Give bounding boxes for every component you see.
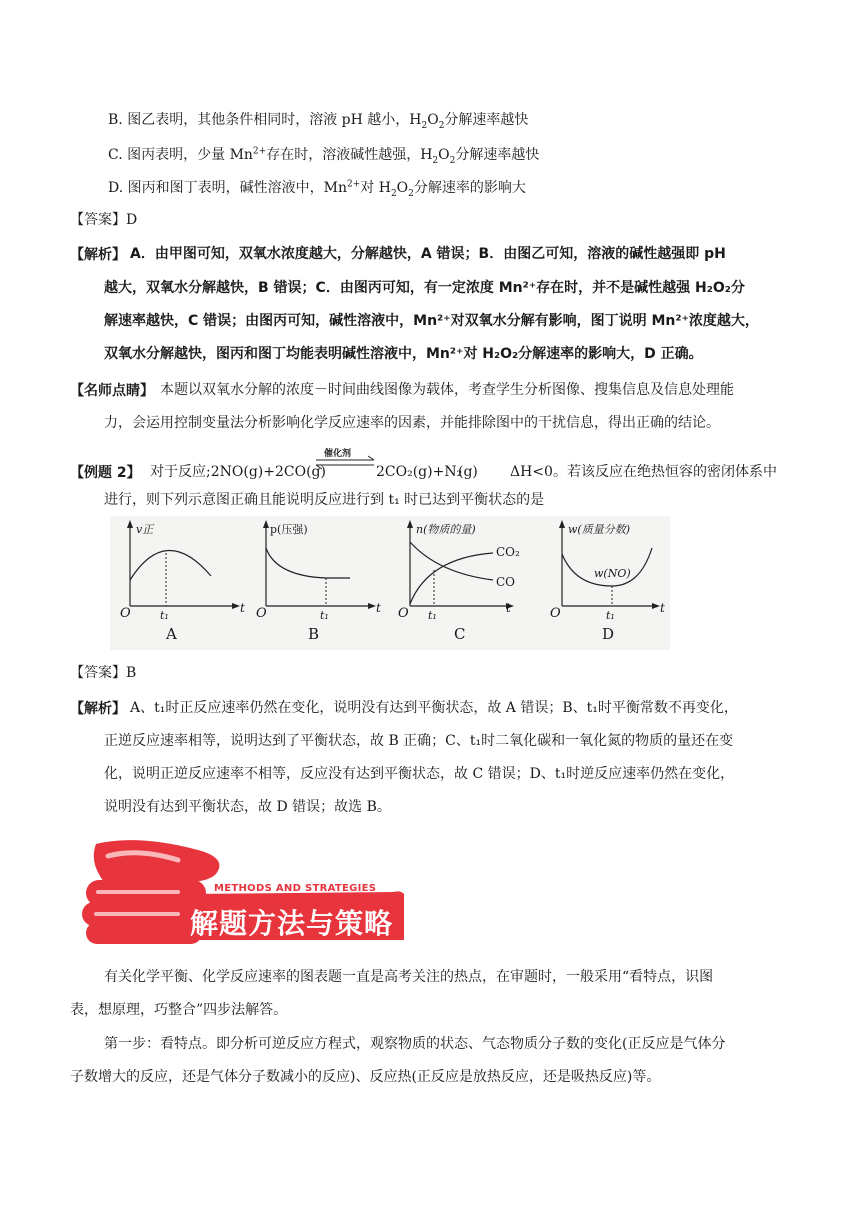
answer-value: D: [126, 212, 138, 228]
graph-c-co-label: CO: [496, 575, 516, 589]
example-2-state: (g): [458, 464, 478, 480]
co-curve: [410, 542, 493, 580]
graph-d-t: t: [660, 601, 665, 615]
graph-b: [256, 518, 396, 648]
answer-1: [70, 210, 137, 230]
analysis-1-line: 越大，双氧水分解越快，B 错误；C．由图丙可知，有一定浓度 Mn²⁺存在时，并不是碱性越强 H₂O₂分: [104, 280, 745, 296]
example-2-product: 2CO₂(g)+N₂: [376, 464, 463, 480]
analysis-2-line: 化，说明正逆反应速率不相等，反应没有达到平衡状态，故 C 错误；D、t₁时逆反应速率仍然在变化，: [104, 766, 735, 782]
tip-line: 本题以双氧水分解的浓度－时间曲线图像为载体，考查学生分析图像、搜集信息及信息处理能: [160, 382, 734, 398]
methods-banner: [78, 836, 408, 946]
graph-b-ylabel: p(压强): [270, 523, 308, 536]
graph-b-origin: O: [256, 606, 267, 621]
analysis-2-line: 说明没有达到平衡状态，故 D 错误；故选 B。: [104, 799, 391, 815]
graph-c-letter: C: [454, 625, 466, 643]
banner-title: 解题方法与策略: [190, 907, 394, 940]
graph-c-t1: t₁: [428, 609, 437, 622]
body-line: 有关化学平衡、化学反应速率的图表题一直是高考关注的热点，在审题时，一般采用“看特点，识图: [104, 969, 714, 985]
tip-line: 力，会运用控制变量法分析影响化学反应速率的因素，并能排除图中的干扰信息，得出正确的结论。: [104, 415, 720, 431]
analysis-2-line: A、t₁时正反应速率仍然在变化，说明没有达到平衡状态，故 A 错误；B、t₁时平衡常数不再变化，: [130, 700, 738, 716]
option-c: C. 图丙表明，少量 $Mn^{2+}$存在时，溶液碱性越强，$H_2O_2$分解速率越快: [108, 146, 540, 166]
graph-d-ylabel: w(质量分数): [568, 523, 630, 536]
banner-english: METHODS AND STRATEGIES: [214, 883, 377, 894]
tip-label: 【名师点睛】: [70, 383, 154, 399]
example-2-reaction: 对于反应;2NO(g)+2CO(g): [150, 464, 326, 480]
graph-d-letter: D: [602, 625, 615, 643]
graph-c-origin: O: [398, 606, 409, 621]
option-d: D. 图丙和图丁表明，碱性溶液中，$Mn^{2+}$对 $H_2O_2$分解速率的影响大: [108, 179, 526, 199]
graph-d-t1: t₁: [606, 609, 615, 622]
body-line: 第一步：看特点。即分析可逆反应方程式，观察物质的状态、气态物质分子数的变化(正反应是气体分: [104, 1036, 726, 1052]
body-line: 子数增大的反应，还是气体分子数减小的反应)、反应热(正反应是放热反应，还是吸热反应)等。: [70, 1069, 661, 1085]
option-b: B. 图乙表明，其他条件相同时，溶液 pH 越小，$H_2O_2$分解速率越快: [108, 112, 529, 131]
graph-b-letter: B: [308, 625, 320, 643]
rate-curve: [130, 550, 211, 580]
graph-d: [540, 518, 680, 648]
graph-a: [116, 518, 256, 648]
graph-a-t1: t₁: [160, 609, 169, 622]
graph-a-ylabel: v正: [136, 523, 154, 536]
graph-d-curve-label: w(NO): [594, 567, 631, 580]
answer-label: 【答案】: [70, 665, 126, 681]
graph-c-ylabel: n(物质的量): [416, 523, 476, 536]
answer-value: B: [126, 665, 137, 681]
graph-a-letter: A: [166, 625, 177, 643]
equilibrium-arrow: [314, 446, 376, 472]
graph-b-t: t: [376, 601, 381, 615]
graph-d-origin: O: [550, 606, 561, 621]
example-2-enthalpy: ΔH<0。若该反应在绝热恒容的密闭体系中: [510, 464, 777, 480]
pressure-curve: [266, 548, 350, 578]
example-2-question: 进行，则下列示意图正确且能说明反应进行到 t₁ 时已达到平衡状态的是: [104, 492, 545, 508]
catalyst-label: 催化剂: [324, 449, 352, 459]
analysis-2-label: 【解析】: [70, 701, 126, 717]
graph-c-co2-label: CO₂: [496, 545, 520, 559]
analysis-1-line: A．由甲图可知，双氧水浓度越大，分解越快，A 错误；B．由图乙可知，溶液的碱性越强即 pH: [130, 246, 726, 262]
double-arrow-icon: [314, 446, 376, 472]
graph-c: [398, 518, 538, 648]
body-line: 表，想原理，巧整合”四步法解答。: [70, 1002, 288, 1018]
analysis-2-line: 正逆反应速率相等，说明达到了平衡状态，故 B 正确；C、t₁时二氧化碳和一氧化氮的物质的量还在变: [104, 733, 734, 749]
analysis-1-line: 双氧水分解越快，图丙和图丁均能表明碱性溶液中，Mn²⁺对 H₂O₂分解速率的影响大，D 正确。: [104, 346, 703, 362]
example-2-label: 【例题 2】: [70, 465, 141, 481]
answer-label: 【答案】: [70, 212, 126, 228]
answer-2: [70, 663, 136, 683]
analysis-1-label: 【解析】: [70, 247, 126, 263]
graph-a-origin: O: [120, 606, 131, 621]
analysis-1-line: 解速率越快，C 错误；由图丙可知，碱性溶液中，Mn²⁺对双氧水分解有影响，图丁说明 Mn²⁺浓度越大，: [104, 313, 759, 329]
graph-b-t1: t₁: [320, 609, 329, 622]
graph-c-t: t: [506, 601, 511, 615]
graph-a-t: t: [240, 601, 245, 615]
